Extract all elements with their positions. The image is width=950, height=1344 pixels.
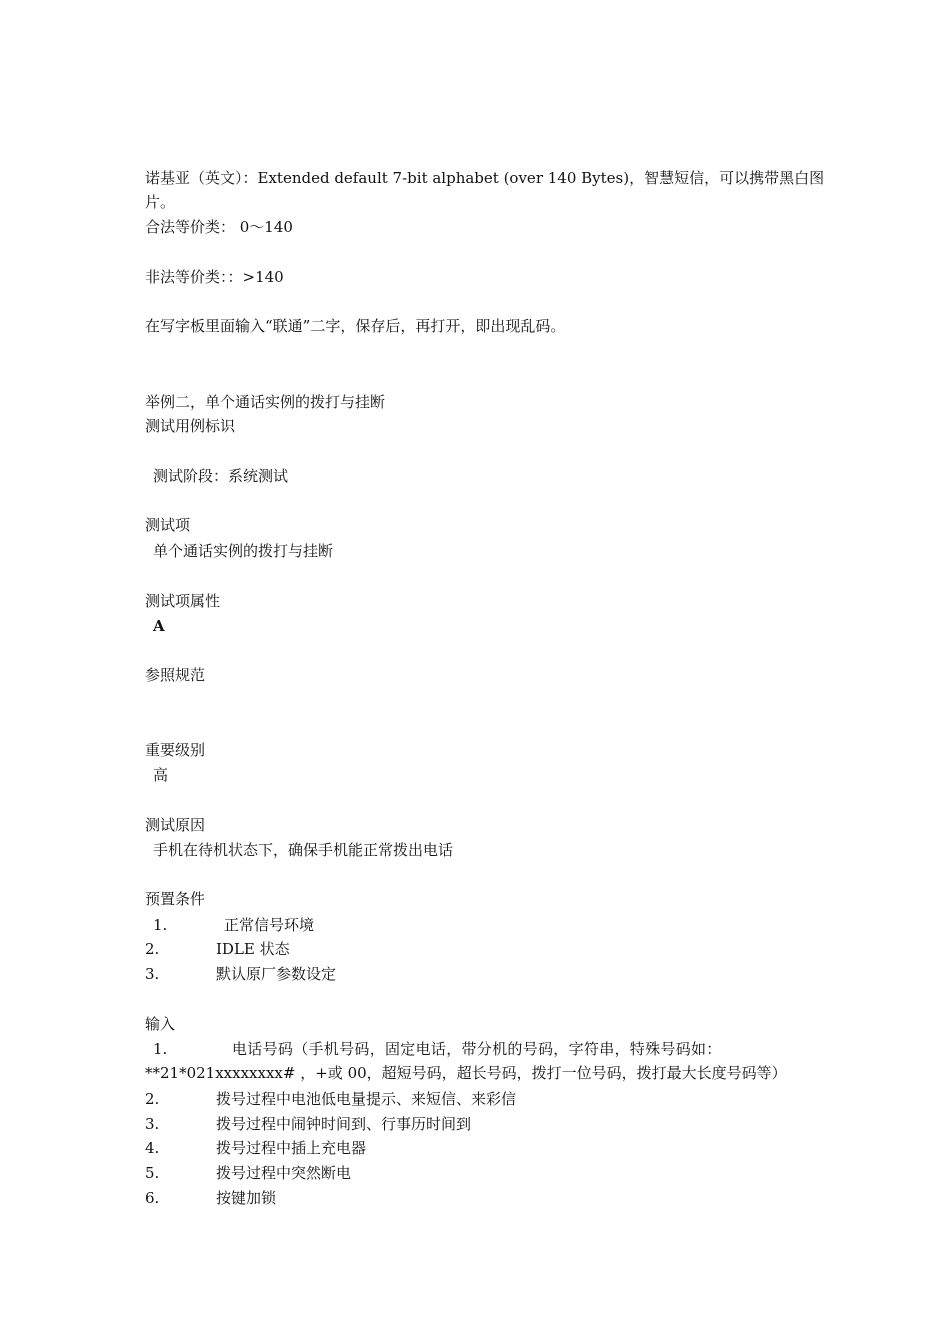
invalid-class: 非法等价类：：>140 [145, 268, 284, 286]
input-text-continued: **21*021xxxxxxxx# ，+或 00，超短号码，超长号码，拨打一位号码，拨打最大长度号码等） [145, 1064, 787, 1082]
reason-label: 测试原因 [145, 816, 206, 834]
level-value: 高 [153, 766, 169, 784]
spec-label: 参照规范 [145, 666, 206, 684]
input-text: 拨号过程中电池低电量提示、来短信、来彩信 [216, 1090, 517, 1108]
level-label: 重要级别 [145, 741, 206, 759]
input-text: 拨号过程中插上充电器 [216, 1139, 367, 1157]
example-title: 举例二，单个通话实例的拨打与挂断 [145, 393, 386, 411]
input-number: 4. [145, 1139, 160, 1157]
case-id-label: 测试用例标识 [145, 417, 236, 435]
input-number: 3. [145, 1115, 160, 1133]
intro-line-1: 诺基亚（英文）：Extended default 7-bit alphabet (over 140 Bytes)，智慧短信，可以携带黑白图 [145, 169, 825, 187]
input-text: 按键加锁 [216, 1189, 277, 1207]
test-stage: 测试阶段：系统测试 [153, 467, 289, 485]
input-text: 拨号过程中突然断电 [216, 1164, 352, 1182]
precondition-label: 预置条件 [145, 890, 206, 908]
test-item-label: 测试项 [145, 516, 191, 534]
valid-class: 合法等价类： 0～140 [145, 218, 293, 236]
precondition-text: 正常信号环境 [224, 916, 315, 934]
input-text: 电话号码（手机号码，固定电话，带分机的号码，字符串，特殊号码如： [232, 1040, 722, 1058]
garbled-note: 在写字板里面输入“联通”二字，保存后，再打开，即出现乱码。 [145, 317, 566, 335]
test-item-value: 单个通话实例的拨打与挂断 [153, 542, 334, 560]
reason-value: 手机在待机状态下，确保手机能正常拨出电话 [153, 841, 454, 859]
precondition-text: IDLE 状态 [216, 940, 290, 958]
input-number: 6. [145, 1189, 160, 1207]
input-number: 5. [145, 1164, 160, 1182]
precondition-text: 默认原厂参数设定 [216, 965, 337, 983]
input-text: 拨号过程中闹钟时间到、行事历时间到 [216, 1115, 472, 1133]
precondition-number: 3. [145, 965, 160, 983]
precondition-number: 2. [145, 940, 160, 958]
precondition-number: 1. [153, 916, 168, 934]
test-attr-value: A [153, 617, 165, 635]
input-number: 2. [145, 1090, 160, 1108]
test-attr-label: 测试项属性 [145, 592, 221, 610]
input-number: 1. [153, 1040, 168, 1058]
input-label: 输入 [145, 1015, 176, 1033]
intro-line-2: 片。 [145, 193, 176, 211]
